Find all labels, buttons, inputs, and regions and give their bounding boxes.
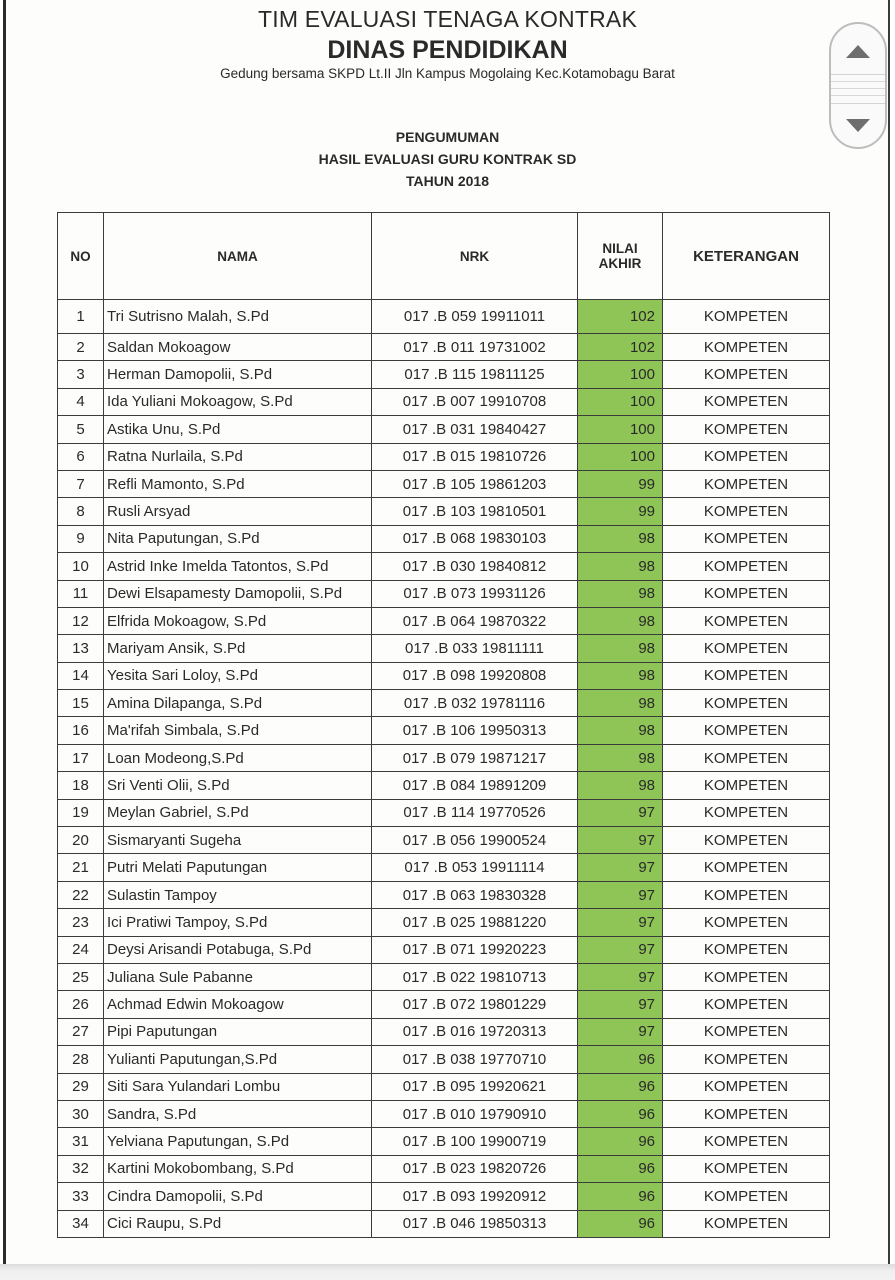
cell-keterangan: KOMPETEN xyxy=(663,1128,830,1155)
announcement-subtitle: HASIL EVALUASI GURU KONTRAK SD xyxy=(318,151,577,167)
cell-nilai-akhir: 97 xyxy=(578,881,663,908)
cell-nama: Putri Melati Paputungan xyxy=(104,854,372,881)
cell-nrk: 017 .B 105 19861203 xyxy=(372,470,578,497)
table-row xyxy=(58,607,830,634)
cell-nama: Astrid Inke Imelda Tatontos, S.Pd xyxy=(104,553,372,580)
cell-nrk: 017 .B 025 19881220 xyxy=(372,909,578,936)
cell-keterangan: KOMPETEN xyxy=(663,827,830,854)
table-row xyxy=(58,1073,830,1100)
table-row xyxy=(58,991,830,1018)
cell-nama: Rusli Arsyad xyxy=(104,498,372,525)
cell-keterangan: KOMPETEN xyxy=(663,525,830,552)
table-row xyxy=(58,388,830,415)
table-row xyxy=(58,744,830,771)
cell-nrk: 017 .B 084 19891209 xyxy=(372,772,578,799)
cell-nrk: 017 .B 095 19920621 xyxy=(372,1073,578,1100)
cell-no: 28 xyxy=(58,1046,104,1073)
cell-nama: Kartini Mokobombang, S.Pd xyxy=(104,1155,372,1182)
cell-nama: Ma'rifah Simbala, S.Pd xyxy=(104,717,372,744)
table-row xyxy=(58,361,830,388)
cell-nama: Juliana Sule Pabanne xyxy=(104,963,372,990)
cell-nama: Sandra, S.Pd xyxy=(104,1100,372,1127)
triangle-up-icon[interactable] xyxy=(846,45,870,58)
window-left-border xyxy=(3,0,6,1264)
cell-nilai-akhir: 96 xyxy=(578,1100,663,1127)
cell-nama: Cindra Damopolii, S.Pd xyxy=(104,1183,372,1210)
cell-nilai-akhir: 99 xyxy=(578,498,663,525)
cell-no: 34 xyxy=(58,1210,104,1237)
table-row xyxy=(58,717,830,744)
cell-nilai-akhir: 100 xyxy=(578,361,663,388)
cell-keterangan: KOMPETEN xyxy=(663,1073,830,1100)
page-scroll-control[interactable] xyxy=(829,22,887,149)
cell-nama: Saldan Mokoagow xyxy=(104,334,372,361)
table-row xyxy=(58,1183,830,1210)
cell-keterangan: KOMPETEN xyxy=(663,744,830,771)
table-row xyxy=(58,553,830,580)
cell-keterangan: KOMPETEN xyxy=(663,881,830,908)
table-row xyxy=(58,799,830,826)
cell-no: 3 xyxy=(58,361,104,388)
cell-no: 20 xyxy=(58,827,104,854)
cell-keterangan: KOMPETEN xyxy=(663,963,830,990)
header-nilai-akhir xyxy=(578,213,663,300)
cell-no: 15 xyxy=(58,690,104,717)
cell-nrk: 017 .B 030 19840812 xyxy=(372,553,578,580)
cell-nama: Ici Pratiwi Tampoy, S.Pd xyxy=(104,909,372,936)
cell-no: 31 xyxy=(58,1128,104,1155)
cell-nama: Cici Raupu, S.Pd xyxy=(104,1210,372,1237)
cell-keterangan: KOMPETEN xyxy=(663,1018,830,1045)
cell-nilai-akhir: 98 xyxy=(578,525,663,552)
cell-nrk: 017 .B 100 19900719 xyxy=(372,1128,578,1155)
cell-nrk: 017 .B 022 19810713 xyxy=(372,963,578,990)
cell-nama: Ratna Nurlaila, S.Pd xyxy=(104,443,372,470)
cell-keterangan: KOMPETEN xyxy=(663,334,830,361)
cell-nama: Pipi Paputungan xyxy=(104,1018,372,1045)
cell-keterangan: KOMPETEN xyxy=(663,580,830,607)
cell-nilai-akhir: 96 xyxy=(578,1073,663,1100)
cell-keterangan: KOMPETEN xyxy=(663,470,830,497)
cell-keterangan: KOMPETEN xyxy=(663,1210,830,1237)
cell-no: 27 xyxy=(58,1018,104,1045)
cell-no: 26 xyxy=(58,991,104,1018)
table-row xyxy=(58,827,830,854)
cell-nrk: 017 .B 015 19810726 xyxy=(372,443,578,470)
cell-no: 11 xyxy=(58,580,104,607)
cell-nilai-akhir: 96 xyxy=(578,1155,663,1182)
cell-nilai-akhir: 102 xyxy=(578,334,663,361)
cell-nrk: 017 .B 038 19770710 xyxy=(372,1046,578,1073)
cell-nilai-akhir: 98 xyxy=(578,717,663,744)
cell-no: 32 xyxy=(58,1155,104,1182)
cell-nrk: 017 .B 064 19870322 xyxy=(372,607,578,634)
cell-nrk: 017 .B 063 19830328 xyxy=(372,881,578,908)
cell-keterangan: KOMPETEN xyxy=(663,388,830,415)
cell-no: 17 xyxy=(58,744,104,771)
cell-nama: Ida Yuliani Mokoagow, S.Pd xyxy=(104,388,372,415)
cell-nama: Loan Modeong,S.Pd xyxy=(104,744,372,771)
cell-no: 29 xyxy=(58,1073,104,1100)
cell-no: 9 xyxy=(58,525,104,552)
cell-nilai-akhir: 100 xyxy=(578,416,663,443)
table-row xyxy=(58,1155,830,1182)
cell-nama: Mariyam Ansik, S.Pd xyxy=(104,635,372,662)
cell-no: 18 xyxy=(58,772,104,799)
cell-keterangan: KOMPETEN xyxy=(663,498,830,525)
cell-nrk: 017 .B 023 19820726 xyxy=(372,1155,578,1182)
table-row xyxy=(58,1046,830,1073)
cell-nilai-akhir: 98 xyxy=(578,690,663,717)
cell-nrk: 017 .B 053 19911114 xyxy=(372,854,578,881)
cell-nilai-akhir: 97 xyxy=(578,991,663,1018)
cell-no: 19 xyxy=(58,799,104,826)
cell-no: 25 xyxy=(58,963,104,990)
cell-keterangan: KOMPETEN xyxy=(663,607,830,634)
cell-nama: Yelviana Paputungan, S.Pd xyxy=(104,1128,372,1155)
table-row xyxy=(58,1018,830,1045)
cell-nilai-akhir: 97 xyxy=(578,854,663,881)
table-row xyxy=(58,470,830,497)
table-row xyxy=(58,443,830,470)
cell-keterangan: KOMPETEN xyxy=(663,361,830,388)
table-row xyxy=(58,936,830,963)
cell-nilai-akhir: 96 xyxy=(578,1128,663,1155)
cell-no: 6 xyxy=(58,443,104,470)
cell-nama: Yesita Sari Loloy, S.Pd xyxy=(104,662,372,689)
cell-nilai-akhir: 98 xyxy=(578,635,663,662)
cell-nama: Tri Sutrisno Malah, S.Pd xyxy=(104,300,372,334)
cell-nilai-akhir: 98 xyxy=(578,580,663,607)
triangle-down-icon[interactable] xyxy=(846,119,870,132)
cell-no: 16 xyxy=(58,717,104,744)
header-nrk: NRK xyxy=(372,213,578,300)
cell-nilai-akhir: 97 xyxy=(578,1018,663,1045)
cell-keterangan: KOMPETEN xyxy=(663,1155,830,1182)
header-nilai-line1: NILAI xyxy=(602,241,638,256)
cell-keterangan: KOMPETEN xyxy=(663,416,830,443)
cell-no: 4 xyxy=(58,388,104,415)
cell-nama: Achmad Edwin Mokoagow xyxy=(104,991,372,1018)
cell-nilai-akhir: 100 xyxy=(578,443,663,470)
table-row xyxy=(58,334,830,361)
cell-no: 12 xyxy=(58,607,104,634)
cell-nama: Dewi Elsapamesty Damopolii, S.Pd xyxy=(104,580,372,607)
cell-nrk: 017 .B 093 19920912 xyxy=(372,1183,578,1210)
cell-nama: Yulianti Paputungan,S.Pd xyxy=(104,1046,372,1073)
announcement-year: TAHUN 2018 xyxy=(406,173,489,189)
cell-keterangan: KOMPETEN xyxy=(663,300,830,334)
cell-no: 21 xyxy=(58,854,104,881)
cell-nrk: 017 .B 072 19801229 xyxy=(372,991,578,1018)
table-header-row xyxy=(58,213,830,300)
window-right-border xyxy=(888,0,890,1264)
table-row xyxy=(58,300,830,334)
cell-nrk: 017 .B 073 19931126 xyxy=(372,580,578,607)
cell-no: 7 xyxy=(58,470,104,497)
cell-keterangan: KOMPETEN xyxy=(663,690,830,717)
cell-nrk: 017 .B 114 19770526 xyxy=(372,799,578,826)
header-nama: NAMA xyxy=(104,213,372,300)
cell-nrk: 017 .B 103 19810501 xyxy=(372,498,578,525)
cell-nama: Meylan Gabriel, S.Pd xyxy=(104,799,372,826)
cell-nama: Refli Mamonto, S.Pd xyxy=(104,470,372,497)
cell-keterangan: KOMPETEN xyxy=(663,662,830,689)
cell-nilai-akhir: 96 xyxy=(578,1210,663,1237)
cell-keterangan: KOMPETEN xyxy=(663,909,830,936)
cell-no: 24 xyxy=(58,936,104,963)
cell-nilai-akhir: 98 xyxy=(578,772,663,799)
cell-nama: Astika Unu, S.Pd xyxy=(104,416,372,443)
cell-nrk: 017 .B 115 19811125 xyxy=(372,361,578,388)
cell-nrk: 017 .B 056 19900524 xyxy=(372,827,578,854)
cell-nrk: 017 .B 079 19871217 xyxy=(372,744,578,771)
cell-no: 1 xyxy=(58,300,104,334)
cell-nilai-akhir: 98 xyxy=(578,553,663,580)
cell-nilai-akhir: 97 xyxy=(578,909,663,936)
letterhead-agency: DINAS PENDIDIKAN xyxy=(327,36,568,64)
cell-no: 2 xyxy=(58,334,104,361)
cell-nilai-akhir: 97 xyxy=(578,799,663,826)
cell-nama: Siti Sara Yulandari Lombu xyxy=(104,1073,372,1100)
cell-keterangan: KOMPETEN xyxy=(663,854,830,881)
table-row xyxy=(58,416,830,443)
table-row xyxy=(58,1128,830,1155)
cell-nilai-akhir: 98 xyxy=(578,607,663,634)
bottom-toolbar xyxy=(0,1264,895,1280)
cell-nama: Nita Paputungan, S.Pd xyxy=(104,525,372,552)
cell-nrk: 017 .B 106 19950313 xyxy=(372,717,578,744)
cell-keterangan: KOMPETEN xyxy=(663,717,830,744)
cell-nrk: 017 .B 011 19731002 xyxy=(372,334,578,361)
cell-nama: Deysi Arisandi Potabuga, S.Pd xyxy=(104,936,372,963)
header-keterangan: KETERANGAN xyxy=(663,213,830,300)
scroll-grip[interactable] xyxy=(831,74,885,104)
cell-nilai-akhir: 100 xyxy=(578,388,663,415)
announcement-title: PENGUMUMAN xyxy=(395,129,500,145)
table-row xyxy=(58,909,830,936)
results-table xyxy=(57,212,830,1238)
header-nilai-line2: AKHIR xyxy=(598,256,642,271)
cell-nilai-akhir: 96 xyxy=(578,1183,663,1210)
table-row xyxy=(58,1100,830,1127)
table-row xyxy=(58,881,830,908)
cell-nrk: 017 .B 059 19911011 xyxy=(372,300,578,334)
cell-nama: Elfrida Mokoagow, S.Pd xyxy=(104,607,372,634)
cell-nrk: 017 .B 033 19811111 xyxy=(372,635,578,662)
cell-nama: Sri Venti Olii, S.Pd xyxy=(104,772,372,799)
cell-keterangan: KOMPETEN xyxy=(663,799,830,826)
cell-nilai-akhir: 97 xyxy=(578,827,663,854)
cell-nrk: 017 .B 071 19920223 xyxy=(372,936,578,963)
cell-no: 30 xyxy=(58,1100,104,1127)
cell-no: 5 xyxy=(58,416,104,443)
cell-no: 13 xyxy=(58,635,104,662)
letterhead-address: Gedung bersama SKPD Lt.II Jln Kampus Mogolaing Kec.Kotamobagu Barat xyxy=(220,66,675,81)
table-row xyxy=(58,635,830,662)
table-row xyxy=(58,854,830,881)
cell-nrk: 017 .B 068 19830103 xyxy=(372,525,578,552)
cell-keterangan: KOMPETEN xyxy=(663,991,830,1018)
cell-nrk: 017 .B 046 19850313 xyxy=(372,1210,578,1237)
cell-keterangan: KOMPETEN xyxy=(663,1183,830,1210)
cell-nilai-akhir: 98 xyxy=(578,744,663,771)
cell-no: 33 xyxy=(58,1183,104,1210)
cell-keterangan: KOMPETEN xyxy=(663,1100,830,1127)
cell-nrk: 017 .B 031 19840427 xyxy=(372,416,578,443)
cell-nama: Herman Damopolii, S.Pd xyxy=(104,361,372,388)
cell-nilai-akhir: 98 xyxy=(578,662,663,689)
header-no: NO xyxy=(58,213,104,300)
cell-nilai-akhir: 97 xyxy=(578,963,663,990)
cell-no: 8 xyxy=(58,498,104,525)
table-row xyxy=(58,498,830,525)
cell-nrk: 017 .B 032 19781116 xyxy=(372,690,578,717)
cell-nilai-akhir: 97 xyxy=(578,936,663,963)
cell-nrk: 017 .B 010 19790910 xyxy=(372,1100,578,1127)
cell-nilai-akhir: 96 xyxy=(578,1046,663,1073)
cell-nilai-akhir: 102 xyxy=(578,300,663,334)
cell-nrk: 017 .B 007 19910708 xyxy=(372,388,578,415)
cell-nrk: 017 .B 098 19920808 xyxy=(372,662,578,689)
table-row xyxy=(58,690,830,717)
table-row xyxy=(58,662,830,689)
table-row xyxy=(58,963,830,990)
cell-keterangan: KOMPETEN xyxy=(663,553,830,580)
cell-keterangan: KOMPETEN xyxy=(663,936,830,963)
cell-no: 10 xyxy=(58,553,104,580)
cell-no: 14 xyxy=(58,662,104,689)
cell-keterangan: KOMPETEN xyxy=(663,635,830,662)
table-row xyxy=(58,772,830,799)
cell-keterangan: KOMPETEN xyxy=(663,443,830,470)
cell-nama: Sismaryanti Sugeha xyxy=(104,827,372,854)
table-row xyxy=(58,1210,830,1237)
cell-nama: Amina Dilapanga, S.Pd xyxy=(104,690,372,717)
table-row xyxy=(58,525,830,552)
cell-nrk: 017 .B 016 19720313 xyxy=(372,1018,578,1045)
cell-no: 22 xyxy=(58,881,104,908)
cell-keterangan: KOMPETEN xyxy=(663,1046,830,1073)
letterhead-team: TIM EVALUASI TENAGA KONTRAK xyxy=(257,6,638,32)
cell-keterangan: KOMPETEN xyxy=(663,772,830,799)
table-row xyxy=(58,580,830,607)
cell-nama: Sulastin Tampoy xyxy=(104,881,372,908)
cell-no: 23 xyxy=(58,909,104,936)
cell-nilai-akhir: 99 xyxy=(578,470,663,497)
